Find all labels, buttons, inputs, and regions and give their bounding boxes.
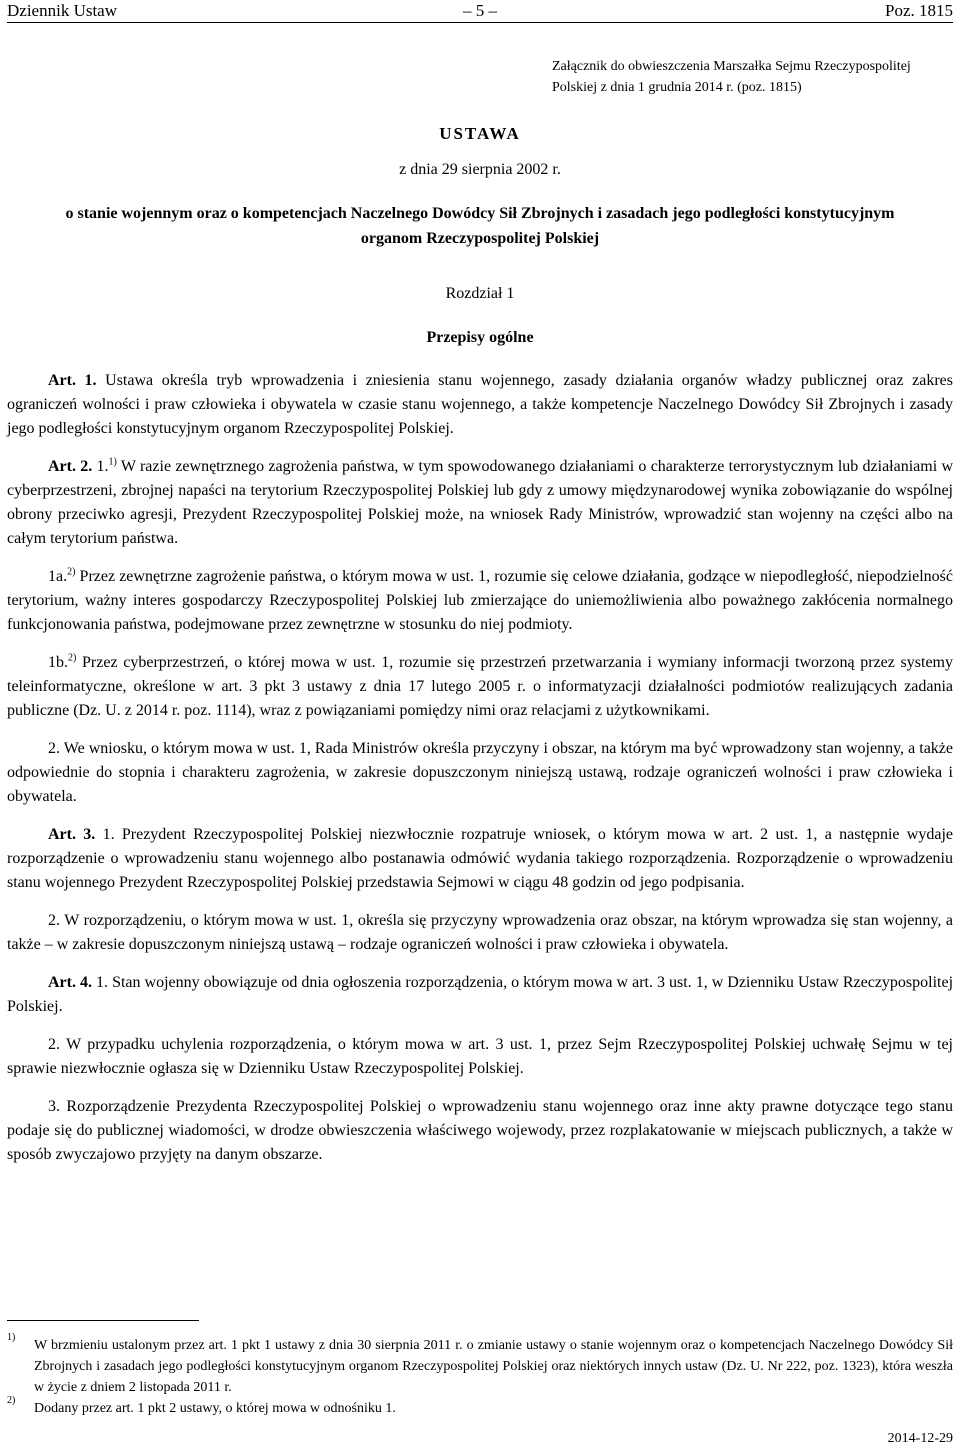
- article-4-ust-2: [7, 1033, 953, 1081]
- article-label: Art. 2.: [48, 458, 93, 475]
- act-date: z dnia 29 sierpnia 2002 r.: [399, 161, 561, 178]
- paragraph-text: Rozporządzenie Prezydenta Rzeczypospolitej Polskiej o wprowadzeniu stanu wojennego oraz inne akty prawne dotyczące tego stanu podaje się do publicznej wiadomości, w drodze obwieszczenia właściwego wojewody, przez rozplakatowanie w miejscach publicznych, a także w sposób zwyczajowo przyjęty na danym obszarze.: [7, 1098, 953, 1163]
- footnote-divider: [7, 1320, 199, 1321]
- footnote-text: Dodany przez art. 1 pkt 2 ustawy, o której mowa w odnośniku 1.: [34, 1401, 396, 1416]
- article-4-ust-3: [7, 1095, 953, 1167]
- footnote-2: [7, 1395, 953, 1419]
- position-number: Poz. 1815: [885, 1, 953, 20]
- chapter-number: Rozdział 1: [445, 285, 515, 302]
- paragraph-number: 1a.: [48, 568, 68, 585]
- paragraph-text: W razie zewnętrznego zagrożenia państwa, w tym spowodowanego działaniami o charakterze terrorystycznym lub działaniami w cyberprzestrzeni, zbrojnej napaści na terytorium Rzeczypospolitej Polskiej lub gdy z umowy międzynarodowej wynika zobowiązanie do wspólnej obrony przeciwko agresji, Prezydent Rzeczypospolitej Polskiej może, na wniosek Rady Ministrów, wprowadzić stan wojenny na części albo na całym terytorium państwa.: [7, 458, 954, 547]
- paragraph-text: Przez cyberprzestrzeń, o której mowa w ust. 1, rozumie się przestrzeń przetwarzania i wymiany informacji tworzoną przez systemy teleinformatyczne, określone w art. 3 pkt 3 ustawy z dnia 17 lutego 2005 r. o informatyzacji działalności podmiotów realizujących zadania publiczne (Dz. U. z 2014 r. poz. 1114), wraz z powiązaniami pomiędzy nimi oraz relacjami z użytkownikami.: [7, 654, 953, 719]
- article-label: Art. 4.: [48, 974, 93, 991]
- body-text: [7, 369, 953, 1181]
- paragraph-text: Stan wojenny obowiązuje od dnia ogłoszenia rozporządzenia, o którym mowa w art. 3 ust. 1, w Dzienniku Ustaw Rzeczypospolitej Polskiej.: [7, 974, 954, 1015]
- article-3-ust-1: [7, 823, 953, 895]
- paragraph-number: 2.: [48, 740, 60, 757]
- act-title: o stanie wojennym oraz o kompetencjach Naczelnego Dowódcy Sił Zbrojnych i zasadach jego podległości konstytucyjnym organom Rzeczypospolitej Polskiej: [65, 205, 895, 247]
- article-2-ust-2: [7, 737, 953, 809]
- article-3-ust-2: [7, 909, 953, 957]
- footnote-1: [7, 1332, 953, 1398]
- annex-note: Załącznik do obwieszczenia Marszałka Sejmu Rzeczypospolitej Polskiej z dnia 1 grudnia 2014 r. (poz. 1815): [552, 59, 911, 95]
- footnote-ref: 2): [67, 566, 76, 578]
- act-type: USTAWA: [439, 124, 521, 143]
- paragraph-number: 3.: [48, 1098, 60, 1115]
- paragraph-text: Ustawa określa tryb wprowadzenia i zniesienia stanu wojennego, zasady działania organów władzy publicznej oraz zakres ograniczeń wolności i praw człowieka i obywatela w czasie stanu wojennego, a także kompetencje Naczelnego Dowódcy Sił Zbrojnych i zasady jego podległości konstytucyjnym organom Rzeczypospolitej Polskiej.: [7, 372, 954, 437]
- footnote-mark: 2): [7, 1395, 16, 1406]
- page-number: – 5 –: [463, 1, 497, 20]
- footnotes: [7, 1332, 953, 1419]
- footnote-ref: 2): [68, 652, 77, 664]
- paragraph-number: 1b.: [48, 654, 68, 671]
- chapter-title: Przepisy ogólne: [426, 329, 534, 346]
- article-2-ust-1: [7, 455, 953, 551]
- paragraph-number: 1.: [92, 974, 109, 991]
- page-header: [7, 0, 953, 23]
- article-label: Art. 1.: [48, 372, 97, 389]
- paragraph-number: 2.: [48, 912, 60, 929]
- article-2-ust-1b: [7, 651, 953, 723]
- paragraph-text: W rozporządzeniu, o którym mowa w ust. 1, określa się przyczyny wprowadzenia oraz obszar, na którym wprowadza się stan wojenny, a także – w zakresie dopuszczonym niniejszą ustawą – rodzaje ograniczeń wolności i praw człowieka i obywatela.: [7, 912, 953, 953]
- journal-name: Dziennik Ustaw: [7, 1, 118, 20]
- paragraph-text: W przypadku uchylenia rozporządzenia, o którym mowa w art. 3 ust. 1, przez Sejm Rzeczypospolitej Polskiej uchwałę Sejmu w tej sprawie niezwłocznie ogłasza się w Dzienniku Ustaw Rzeczypospolitej Polskiej.: [7, 1036, 953, 1077]
- paragraph-text: Przez zewnętrzne zagrożenie państwa, o którym mowa w ust. 1, rozumie się celowe działania, godzące w niepodległość, niepodzielność terytorium, ważny interes gospodarczy Rzeczypospolitej Polskiej lub zmierzające do uniemożliwienia albo poważnego zakłócenia normalnego funkcjonowania państwa, podejmowane przez zewnętrzne w stosunku do niej podmioty.: [7, 568, 953, 633]
- paragraph-text: Prezydent Rzeczypospolitej Polskiej niezwłocznie rozpatruje wniosek, o którym mowa w art. 2 ust. 1, a następnie wydaje rozporządzenie o wprowadzeniu stanu wojennego albo postanawia odmówić wydania takiego rozporządzenia. Rozporządzenie o wprowadzeniu stanu wojennego Prezydent Rzeczypospolitej Polskiej przedstawia Sejmowi w ciągu 48 godzin od jego podpisania.: [7, 826, 954, 891]
- paragraph-number: 2.: [48, 1036, 60, 1053]
- article-label: Art. 3.: [48, 826, 96, 843]
- paragraph-number: 1.: [95, 826, 115, 843]
- article-2-ust-1a: [7, 565, 953, 637]
- paragraph-number: 1.: [92, 458, 109, 475]
- article-1: [7, 369, 953, 441]
- article-4-ust-1: [7, 971, 953, 1019]
- footer-date: 2014-12-29: [887, 1431, 953, 1446]
- footnote-ref: 1): [108, 456, 117, 468]
- footnote-text: W brzmieniu ustalonym przez art. 1 pkt 1 ustawy z dnia 30 sierpnia 2011 r. o zmianie ustawy o stanie wojennym oraz o kompetencjach Naczelnego Dowódcy Sił Zbrojnych i zasadach jego podległości konstytucyjnym organom Rzeczypospolitej Polskiej oraz niektórych innych ustaw (Dz. U. Nr 222, poz. 1323), która weszła w życie z dniem 2 listopada 2011 r.: [34, 1338, 953, 1395]
- footnote-mark: 1): [7, 1332, 16, 1343]
- paragraph-text: We wniosku, o którym mowa w ust. 1, Rada Ministrów określa przyczyny i obszar, na którym ma być wprowadzony stan wojenny, a także odpowiednie do stopnia i charakteru zagrożenia, w zakresie dopuszczonym niniejszą ustawą, rodzaje ograniczeń wolności i praw człowieka i obywatela.: [7, 740, 953, 805]
